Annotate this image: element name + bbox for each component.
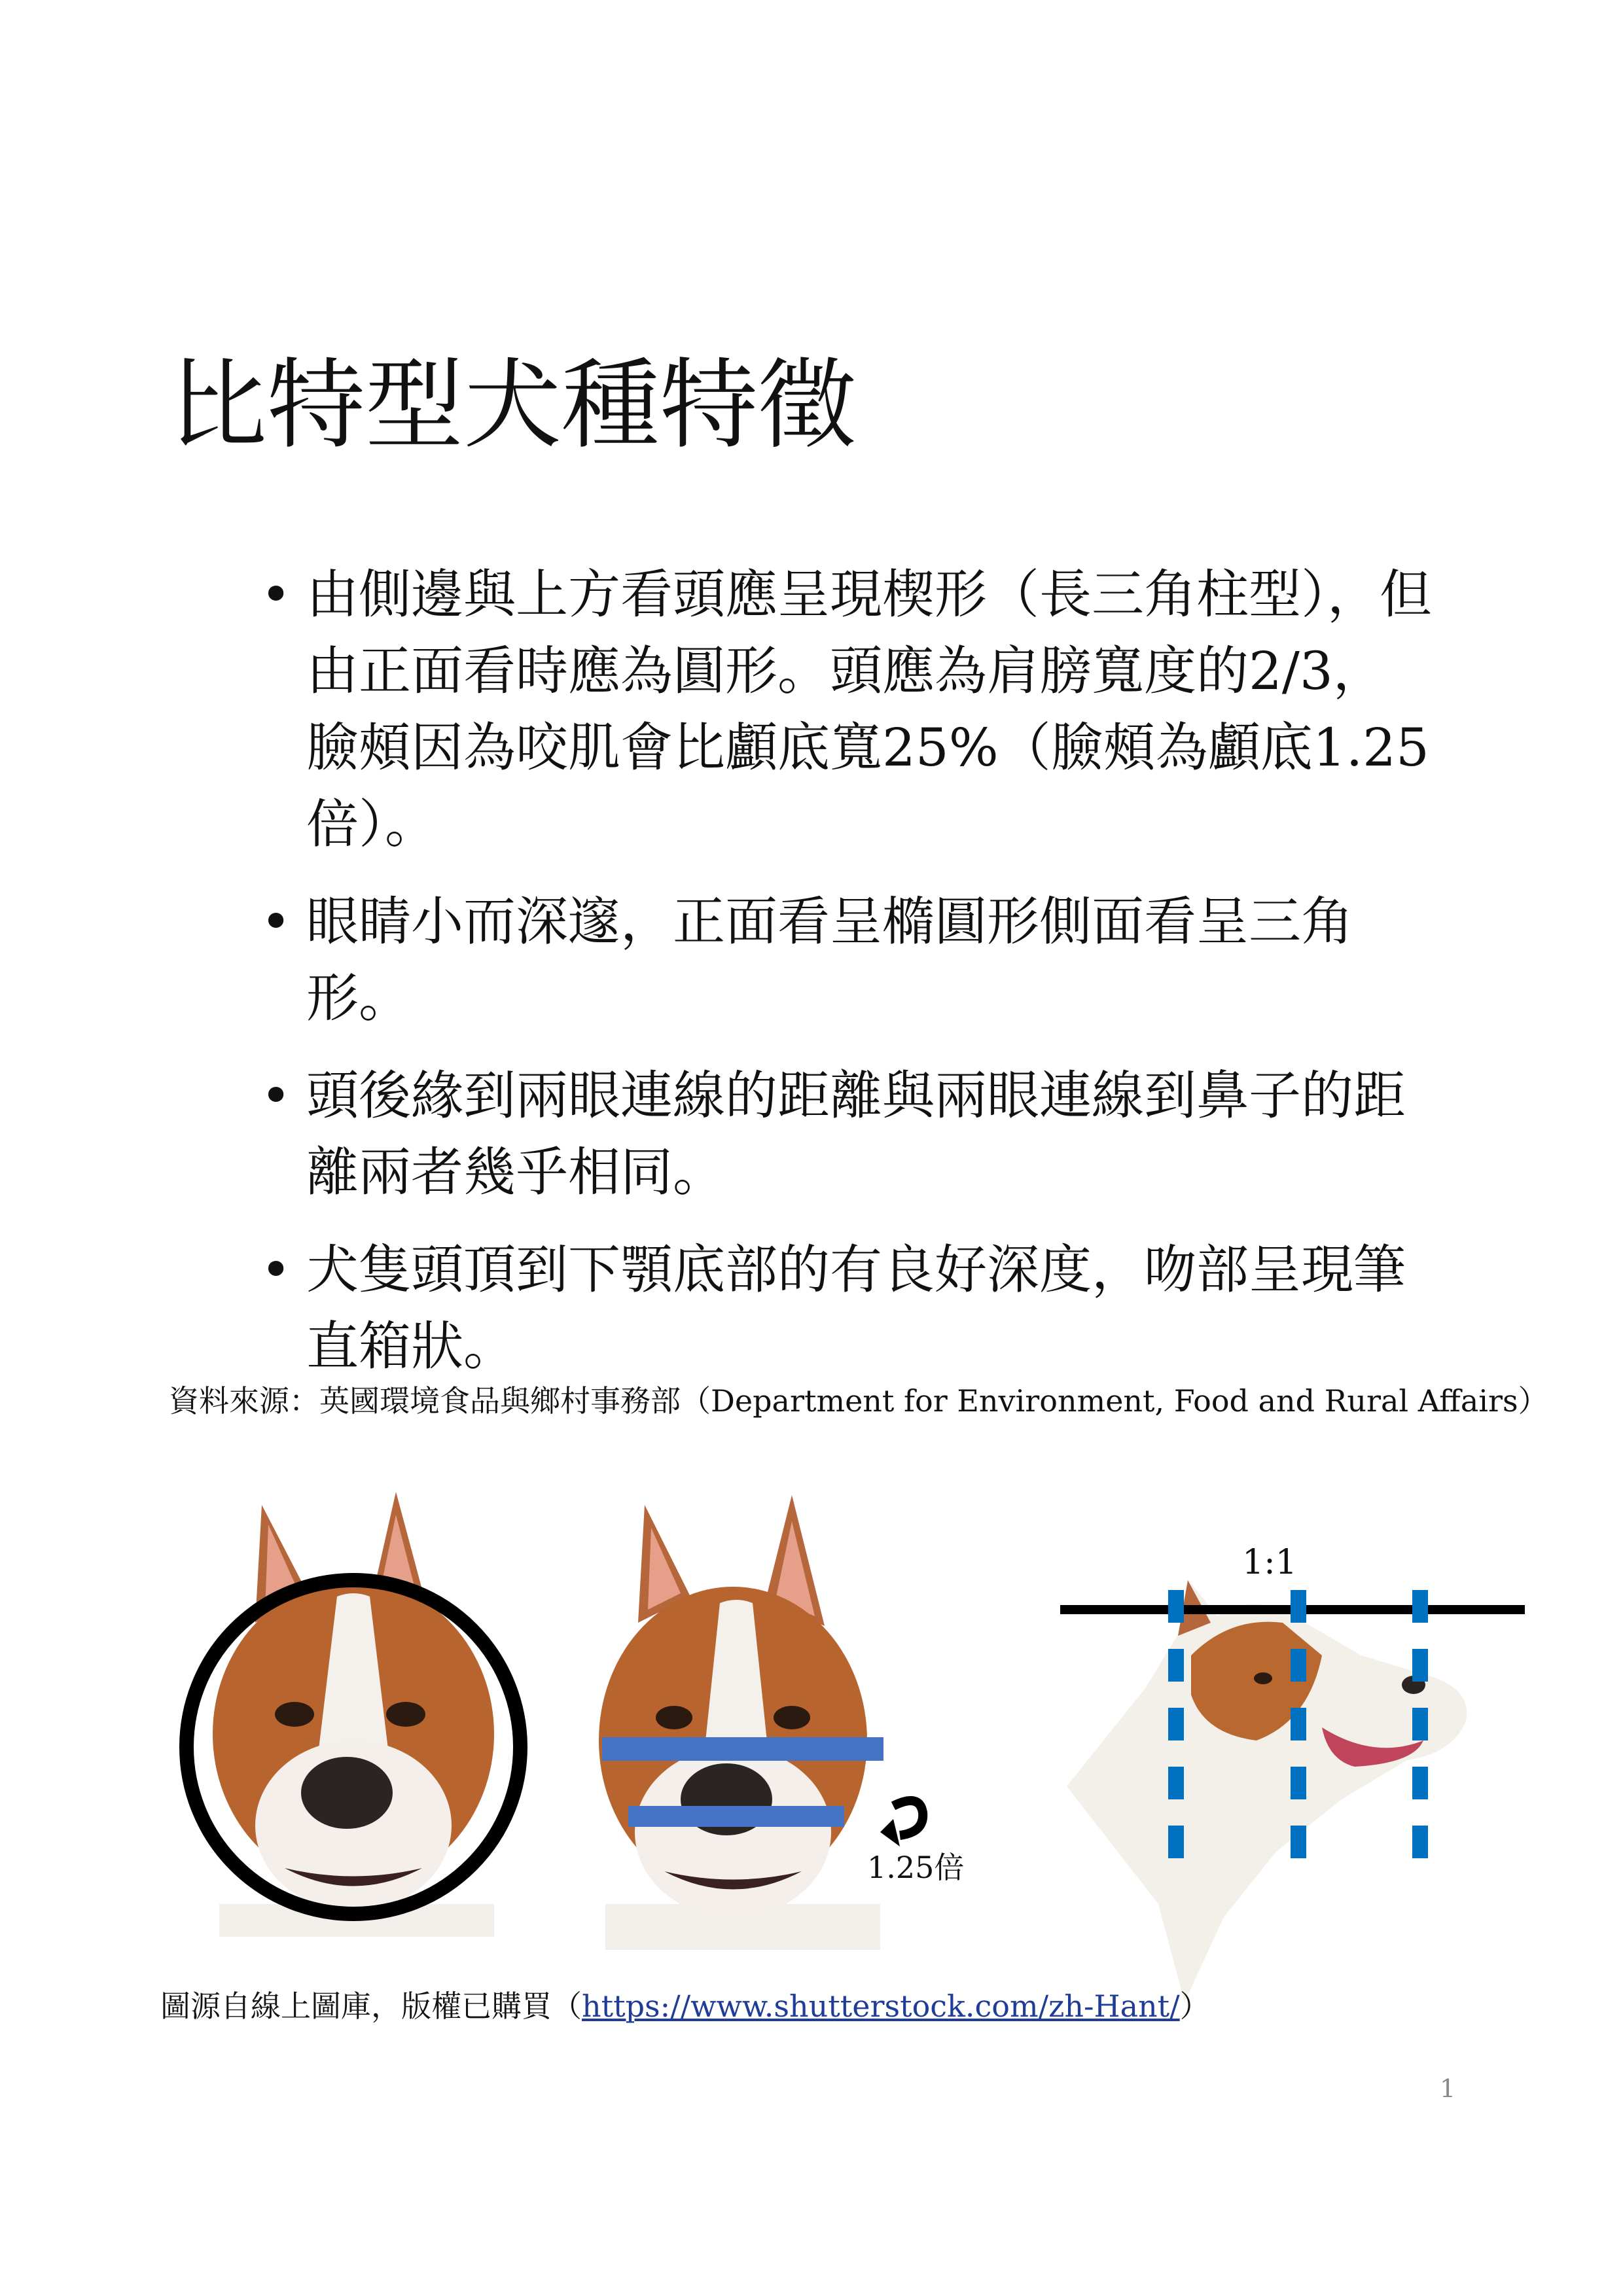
cheek-width-band (602, 1737, 883, 1761)
page-number: 1 (1440, 2074, 1456, 2103)
bullet-item (260, 1231, 1432, 1385)
bullet-text: 由側邊與上方看頭應呈現楔形（長三角柱型），但由正面看時應為圓形。頭應為肩膀寬度的2/3，臉頰因為咬肌會比顱底寬25%（臉頰為顱底1.25倍）。 (306, 564, 1432, 855)
bullet-text: 頭後緣到兩眼連線的距離與兩眼連線到鼻子的距離兩者幾乎相同。 (306, 1065, 1406, 1203)
credit-prefix: 圖源自線上圖庫，版權已購買（ (160, 1988, 582, 2024)
skull-base-band (628, 1806, 844, 1827)
dog-profile-illustration (1067, 1580, 1467, 2002)
arrow-head-icon (880, 1819, 900, 1846)
ratio-label-1-1: 1:1 (1242, 1543, 1297, 1582)
dog-head-illustration (213, 1492, 494, 1937)
ratio-label: 1.25倍 (867, 1850, 965, 1885)
bullet-list (260, 556, 1432, 1405)
bullet-icon: • (260, 564, 292, 625)
bullet-icon: • (260, 1239, 292, 1300)
dog-front-circle-figure (173, 1485, 540, 1937)
bullet-text: 犬隻頭頂到下顎底部的有良好深度，吻部呈現筆直箱狀。 (306, 1239, 1406, 1377)
curved-arrow-icon (893, 1801, 923, 1835)
bullet-icon: • (260, 1065, 292, 1126)
bullet-item (260, 883, 1432, 1036)
dog-side-ratio-figure (1047, 1525, 1531, 2009)
bullet-item (260, 1057, 1432, 1210)
shutterstock-link[interactable]: https://www.shutterstock.com/zh-Hant/ (582, 1988, 1180, 2024)
source-citation: 資料來源：英國環境食品與鄉村事務部（Department for Environment, Food and Rural Affairs） (169, 1383, 1548, 1419)
dog-front-cheek-figure (592, 1485, 985, 1956)
image-credit (160, 1983, 1210, 2026)
bullet-icon: • (260, 891, 292, 952)
page-title: 比特型犬種特徵 (169, 349, 857, 463)
bullet-text: 眼睛小而深邃，正面看呈橢圓形側面看呈三角形。 (306, 891, 1353, 1029)
credit-suffix: ） (1179, 1988, 1210, 2024)
dog-head-illustration (599, 1495, 880, 1950)
bullet-item (260, 556, 1432, 862)
